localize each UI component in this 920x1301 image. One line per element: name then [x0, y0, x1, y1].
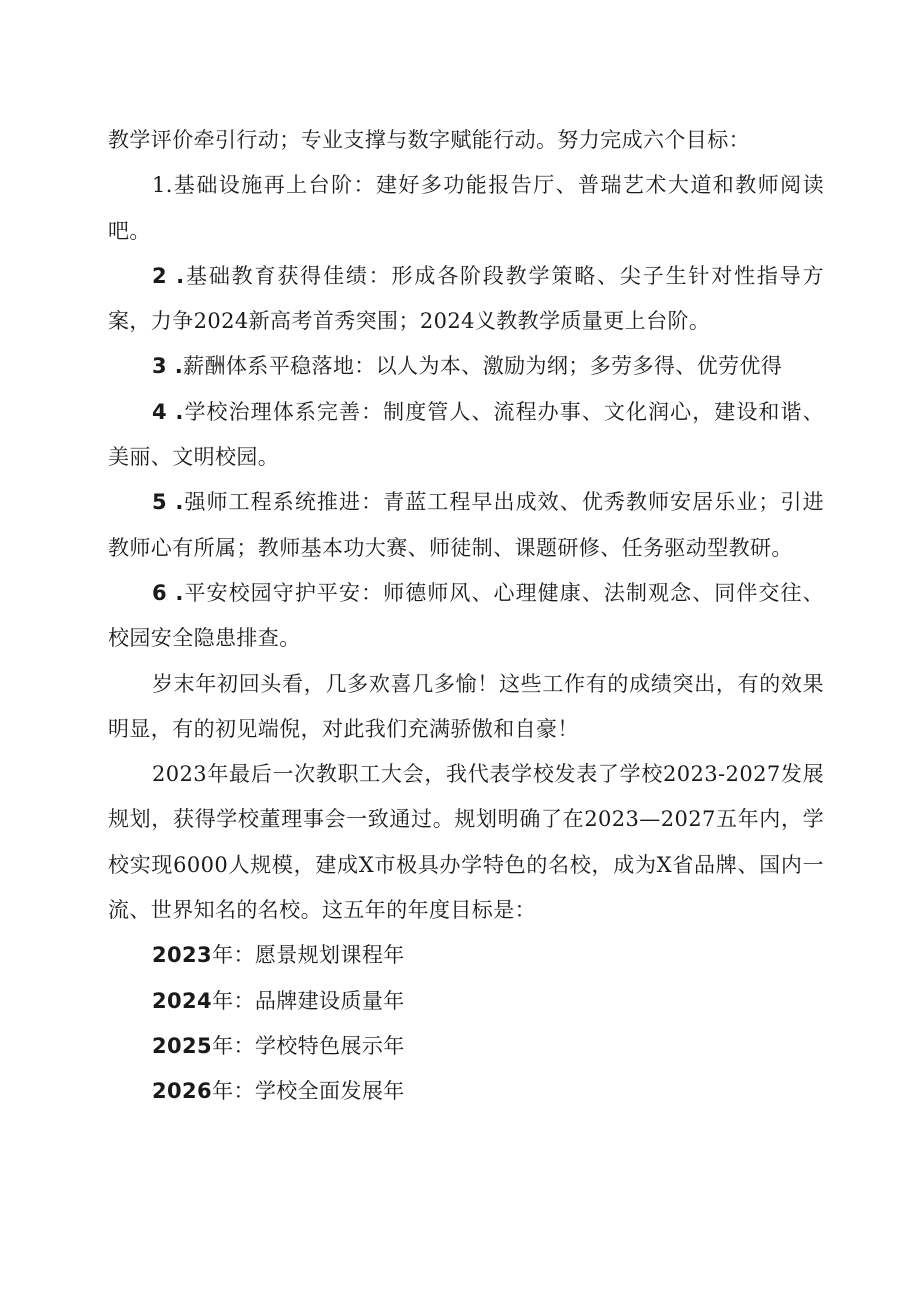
goal-item-6: [108, 571, 824, 662]
goal-item-3: [108, 344, 824, 389]
year-goal-2023: [108, 933, 824, 978]
document-body: [108, 118, 824, 1115]
goal-number: 2 .: [152, 263, 185, 288]
goal-text: 基础教育获得佳绩：形成各阶段教学策略、尖子生针对性指导方案，力争2024新高考首秀突围；2024义教教学质量更上台阶。: [108, 263, 824, 334]
goal-number: 3 .: [152, 354, 184, 379]
year-goal-2026: [108, 1069, 824, 1114]
goal-item-4: [108, 390, 824, 481]
year-goal-text: 年：品牌建设质量年: [212, 988, 405, 1013]
goal-text: 基础设施再上台阶：建好多功能报告厅、普瑞艺术大道和教师阅读吧。: [108, 173, 824, 243]
year-number: 2025: [152, 1033, 213, 1058]
year-number: 2024: [152, 988, 213, 1013]
goal-text: 薪酬体系平稳落地：以人为本、激励为纲；多劳多得、优劳优得: [183, 354, 783, 379]
goal-number: 4 .: [152, 399, 184, 424]
year-goal-text: 年：愿景规划课程年: [212, 943, 405, 968]
paragraph-intro: 教学评价牵引行动；专业支撑与数字赋能行动。努力完成六个目标：: [108, 128, 750, 152]
goal-item-2: [108, 254, 824, 345]
year-goal-text: 年：学校全面发展年: [212, 1079, 405, 1104]
goal-number: 5 .: [152, 490, 184, 515]
year-goal-2024: [108, 979, 824, 1024]
goal-text: 学校治理体系完善：制度管人、流程办事、文化润心，建设和谐、美丽、文明校园。: [108, 399, 824, 470]
goal-number: 1.: [152, 173, 173, 198]
goal-text: 平安校园守护平安：师德师风、心理健康、法制观念、同伴交往、校园安全隐患排查。: [108, 580, 824, 651]
year-number: 2023: [152, 943, 213, 968]
goal-number: 6 .: [152, 580, 184, 605]
goal-text: 强师工程系统推进：青蓝工程早出成效、优秀教师安居乐业；引进教师心有所属；教师基本功大赛、师徒制、课题研修、任务驱动型教研。: [108, 490, 824, 560]
year-goal-2025: [108, 1024, 824, 1069]
year-goal-text: 年：学校特色展示年: [212, 1033, 405, 1058]
goal-item-1: [108, 163, 824, 254]
goal-item-5: [108, 480, 824, 571]
paragraph-reflection: 岁末年初回头看，几多欢喜几多愉！这些工作有的成绩突出，有的效果明显，有的初见端倪，对此我们充满骄傲和自豪！: [108, 671, 824, 741]
year-number: 2026: [152, 1079, 213, 1104]
paragraph-plan: 2023年最后一次教职工大会，我代表学校发表了学校2023-2027发展规划，获得学校董理事会一致通过。规划明确了在2023—2027五年内，学校实现6000人规模，建成X市极具办学特色的名校，成为X省品牌、国内一流、世界知名的名校。这五年的年度目标是：: [108, 762, 824, 923]
